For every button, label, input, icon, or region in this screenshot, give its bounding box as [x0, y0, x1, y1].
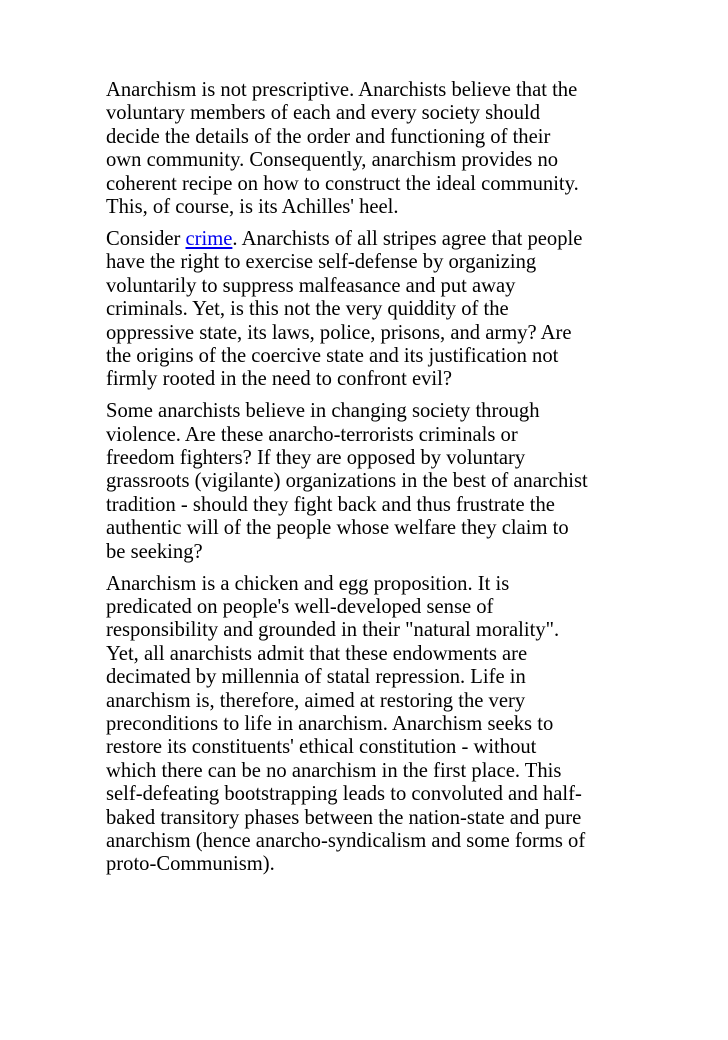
- paragraph-4: [106, 573, 626, 877]
- text-line: firmly rooted in the need to confront evil?: [106, 368, 452, 391]
- document-body: [106, 79, 626, 885]
- text-line: anarchism (hence anarcho-syndicalism and some forms of: [106, 829, 586, 852]
- text-line: decide the details of the order and functioning of their: [106, 125, 551, 148]
- text-line: coherent recipe on how to construct the ideal community.: [106, 172, 579, 195]
- text-line: baked transitory phases between the nation-state and pure: [106, 806, 582, 829]
- text-line: authentic will of the people whose welfare they claim to: [106, 517, 569, 540]
- text-line: restore its constituents' ethical constitution - without: [106, 736, 537, 759]
- text-line: be seeking?: [106, 540, 203, 563]
- text-line: grassroots (vigilante) organizations in the best of anarchist: [106, 470, 588, 493]
- text-line: responsibility and grounded in their "natural morality".: [106, 619, 560, 642]
- text-line: which there can be no anarchism in the first place. This: [106, 759, 562, 782]
- paragraph-1: [106, 79, 626, 219]
- text-line: This, of course, is its Achilles' heel.: [106, 195, 399, 218]
- text-line: own community. Consequently, anarchism provides no: [106, 149, 559, 172]
- crime-link[interactable]: crime: [185, 227, 233, 250]
- text-line: decimated by millennia of statal repression. Life in: [106, 666, 526, 689]
- text-line: freedom fighters? If they are opposed by voluntary: [106, 447, 526, 470]
- text-line: proto-Communism).: [106, 853, 275, 876]
- text-line: predicated on people's well-developed sense of: [106, 595, 494, 618]
- text-line: oppressive state, its laws, police, prisons, and army? Are: [106, 321, 572, 344]
- text-line: voluntary members of each and every society should: [106, 102, 541, 125]
- text-line: Yet, all anarchists admit that these endowments are: [106, 642, 528, 665]
- text-line: the origins of the coercive state and its justification not: [106, 344, 559, 367]
- text-fragment: . Anarchists of all stripes agree that people: [232, 227, 583, 250]
- text-fragment: Consider: [106, 227, 186, 250]
- text-line: [106, 228, 626, 251]
- paragraph-2: [106, 228, 626, 392]
- text-line: Anarchism is not prescriptive. Anarchists believe that the: [106, 79, 578, 101]
- text-line: preconditions to life in anarchism. Anarchism seeks to: [106, 712, 554, 735]
- text-line: anarchism is, therefore, aimed at restoring the very: [106, 689, 526, 712]
- text-line: criminals. Yet, is this not the very quiddity of the: [106, 298, 509, 321]
- text-line: self-defeating bootstrapping leads to convoluted and half-: [106, 783, 582, 806]
- text-line: have the right to exercise self-defense by organizing: [106, 251, 537, 274]
- text-line: Some anarchists believe in changing society through: [106, 400, 540, 423]
- text-line: Anarchism is a chicken and egg proposition. It is: [106, 572, 510, 595]
- paragraph-3: [106, 400, 626, 564]
- text-line: violence. Are these anarcho-terrorists criminals or: [106, 423, 518, 446]
- text-line: tradition - should they fight back and thus frustrate the: [106, 493, 555, 516]
- text-line: voluntarily to suppress malfeasance and put away: [106, 274, 516, 297]
